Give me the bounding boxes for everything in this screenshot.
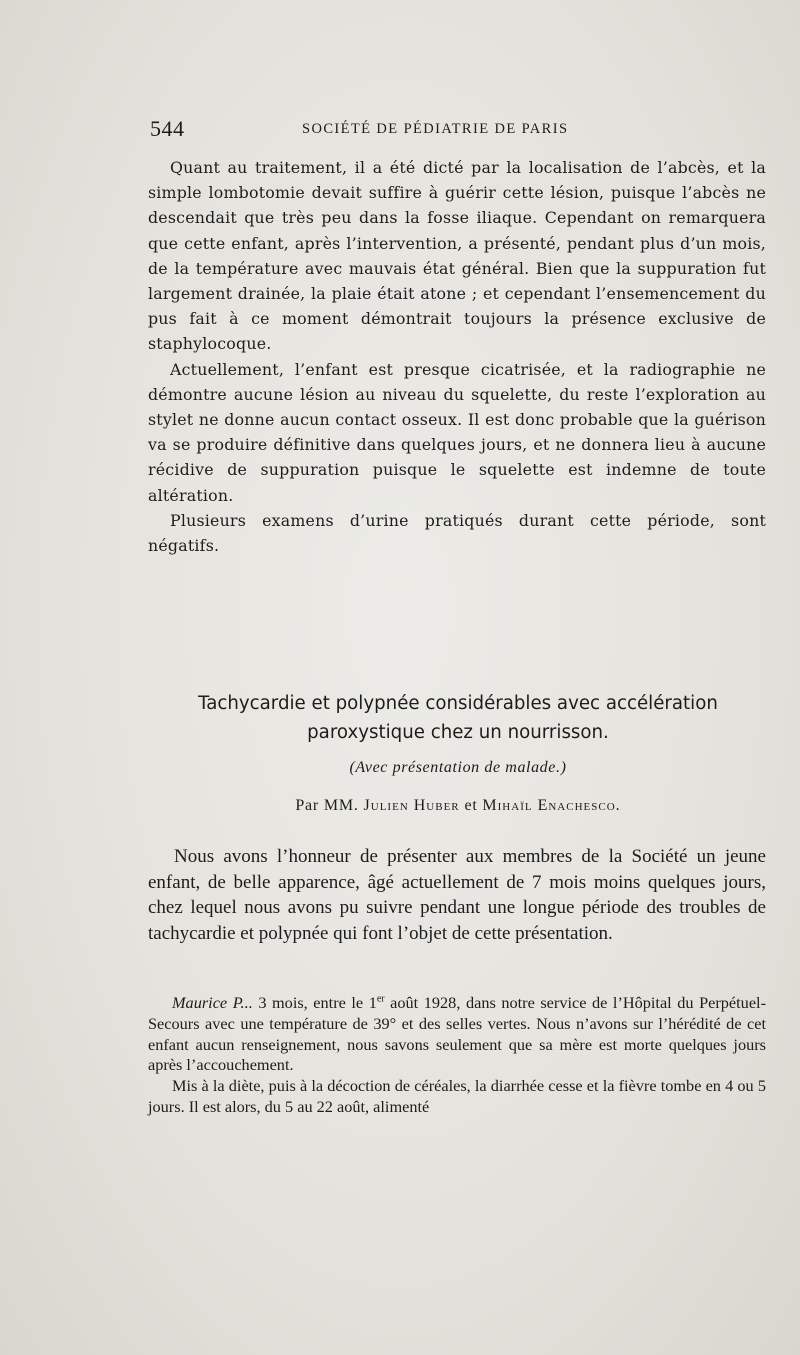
page-number: 544 <box>150 116 185 141</box>
running-head: SOCIÉTÉ DE PÉDIATRIE DE PARIS <box>302 121 569 137</box>
paragraph-treatment: Quant au traitement, il a été dicté par la localisation de l’abcès, et la simple lombotomie devait suffire à guérir cette lésion, puisque l’abcès ne descendait que très peu dans la fosse iliaque. Cependant on remarquera que cette enfant, après l’intervention, a présenté, pendant plus d’un mois, de la température avec mauvais état général. Bien que la suppuration fut largement drainée, la plaie était atone ; et cependant l’ensemencement du pus fait à ce moment démontrait toujours la présence exclusive de staphylocoque. <box>148 158 766 354</box>
case-report <box>148 993 766 1118</box>
article-title <box>150 689 766 747</box>
case-paragraph-1 <box>148 993 766 1076</box>
author-1: Julien Huber <box>363 797 460 814</box>
byline <box>150 797 766 815</box>
article-intro <box>148 844 766 946</box>
paragraph-current-state: Actuellement, l’enfant est presque cicatrisée, et la radiographie ne démontre aucune lésion au niveau du squelette, du reste l’exploration au stylet ne donne aucun contact osseux. Il est donc probable que la guérison va se produire définitive dans quelques jours, et ne donnera lieu à aucune récidive de suppuration puisque le squelette est indemne de toute altération. <box>148 359 766 505</box>
article-title-line-1: Tachycardie et polypnée considérables avec accélération <box>198 693 718 714</box>
patient-name: Maurice P... <box>172 993 253 1012</box>
article-subtitle: (Avec présentation de malade.) <box>349 759 567 776</box>
byline-prefix: Par MM. <box>295 797 359 814</box>
continuation-text <box>148 155 766 558</box>
page-header <box>150 116 762 146</box>
intro-paragraph: Nous avons l’honneur de présenter aux membres de la Société un jeune enfant, de belle apparence, âgé actuellement de 7 mois moins quelques jours, chez lequel nous avons pu suivre pendant une longue période des troubles de tachycardie et polypnée qui font l’objet de cette présentation. <box>148 846 766 944</box>
case-text-after-sup: août 1928, dans notre service de l’Hôpital du Perpétuel-Secours avec une température de 39° et des selles vertes. Nous n’avons sur l’hérédité de cet enfant aucun renseignement, nous savons seulement que sa mère est morte quelques jours après l’accouchement. <box>148 993 766 1075</box>
article-title-line-2: paroxystique chez un nourrisson. <box>307 722 609 743</box>
author-2: Mihaïl Enachesco. <box>482 797 621 814</box>
case-text-before-sup: 3 mois, entre le 1 <box>252 993 377 1012</box>
ordinal-superscript: er <box>376 993 385 1005</box>
case-paragraph-2: Mis à la diète, puis à la décoction de céréales, la diarrhée cesse et la fièvre tombe en 4 ou 5 jours. Il est alors, du 5 au 22 août, alimenté <box>148 1076 766 1116</box>
byline-conjunction: et <box>464 797 478 814</box>
paragraph-urine-exams: Plusieurs examens d’urine pratiqués durant cette période, sont négatifs. <box>148 510 766 556</box>
